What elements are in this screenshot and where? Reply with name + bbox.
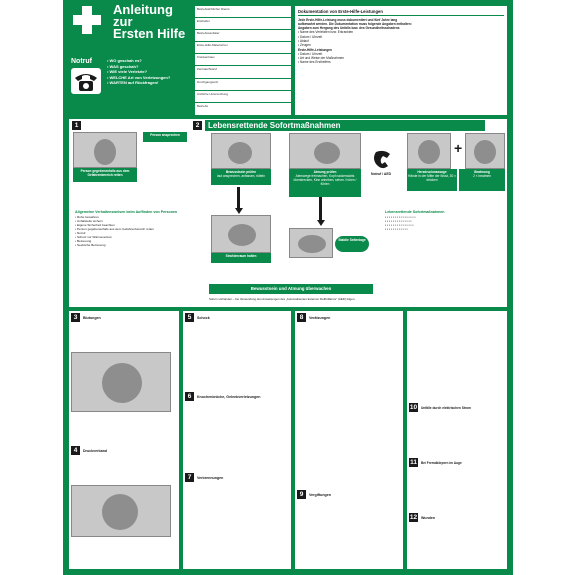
photo-ventilation [465, 133, 505, 169]
first-aid-poster [63, 0, 513, 575]
poster-title: Anleitung zur Ersten Hilfe [113, 2, 186, 41]
label-aed: Notruf / AED [371, 172, 392, 176]
label-airway: Strahlenraum halten [211, 253, 271, 263]
photo-rescue [73, 132, 137, 168]
field-2: Ersthelfer [195, 18, 291, 30]
documentation-box: Dokumentation von Erste-Hilfe-Leistungen Jede Erste-Hilfe-Leistung muss dokumentiert und fünf Jahre lang aufbewahrt werden. Die Dokumentation muss folgende Angaben enthalten: Angaben zum Hergang des Unfalls bzw. des Gesundheitsschadens • Name des Verletzten bzw. Erkrankten • Datum / Uhrzeit • Ablauf • Zeugen Erste-Hilfe-Leistungen • Datum / Uhrzeit • Art und Weise der Maßnahmen • Name des Ersthelfers [295, 6, 507, 115]
field-4: Erste-Hilfe-Material bei [195, 42, 291, 54]
plus-sign: + [454, 140, 463, 156]
label-ventilation: Beatmung 2 × beatmen [459, 169, 505, 191]
flow-title: Lebensrettende Sofortmaßnahmen [205, 120, 485, 131]
heading-wunden: Wunden [420, 516, 436, 520]
field-1: Betriebsärztlicher Dienst [195, 6, 291, 18]
step-number-2: 2 [193, 121, 202, 130]
photo-pressure-bandage [71, 485, 171, 537]
telephone-icon [71, 68, 101, 94]
label-breathing: Atmung prüfen Atemwege freimachen, Kopf nackenwärts überstrecken, Kinn anheben, sehen / hören / fühlen [289, 169, 361, 197]
heading-fremdkoerper: Bei Fremdkörpern im Auge [420, 461, 462, 465]
heading-knochen: Knochenbrüche, Gelenkverletzungen [196, 395, 261, 399]
label-rescue: Person gegebenenfalls aus dem Gefahrenbereich retten [73, 168, 137, 182]
notruf-label: Notruf [71, 58, 92, 65]
lsm-detail-text: Lebensrettende Sofortmaßnahmen ▪ ▪ ▪ ▪ ▪ ▪ ▪ ▪ ▪ ▪ ▪ ▪ ▪ ▪ ▪ ▪ ▪ ▪ ▪ ▪ ▪ ▪ ▪ ▪ ▪ ▪ ▪ ▪ ▪ ▪ ▪ ▪ ▪ ▪ ▪ ▪ ▪ ▪ ▪ ▪ ▪ ▪ ▪ ▪ ▪ ▪ ▪ ▪ ▪ ▪ ▪ ▪ ▪ ▪ ▪ ▪ ▪ [383, 208, 505, 282]
step-number-1: 1 [72, 121, 81, 130]
label-consciousness: Bewusstsein prüfen laut ansprechen, anfassen, rütteln [211, 169, 271, 185]
photo-position [211, 215, 271, 253]
label-cpr: Herzdruckmassage Hände in der Mitte der Brust, 30 × drücken [407, 169, 457, 191]
field-8: Ärztliche Untersuchung [195, 91, 291, 103]
heading-veraetzungen: Verätzungen [308, 316, 331, 320]
phone-aed-icon [373, 150, 395, 170]
heading-verbrennungen: Verbrennungen [196, 476, 224, 480]
photo-cpr [407, 133, 451, 169]
photo-consciousness [211, 133, 271, 169]
contact-fields [195, 6, 291, 115]
heading-vergiftungen: Vergiftungen [308, 493, 331, 497]
first-aid-cross-icon [73, 6, 101, 34]
label-monitor: Bewusstsein und Atmung überwachen [209, 284, 373, 294]
label-ansprechen: Person ansprechen [143, 132, 187, 142]
documentation-title: Dokumentation von Erste-Hilfe-Leistungen [298, 9, 504, 16]
heading-blutungen: Blutungen [82, 316, 101, 320]
general-behaviour-box: Allgemeine Verhaltensweisen beim Auffinden von Personen • Ruhe bewahren • Unfallstelle sichern • Eigene Sicherheit beachten • Person gegebenenfalls aus dem Gefahrenbereich retten • Notruf • Schutz vor Wärmeverlust • Betreuung • Seelische Betreuung [73, 208, 193, 300]
column-1: 3 Blutungen 4 Druckverband [69, 311, 179, 569]
aed-footnote: Sofern vorhanden – bei Verwendung den Anweisungen des „Automatisierten Externen Defibrillators" (AED) folgen. [209, 297, 356, 301]
column-4: 10 Unfälle durch elektrischen Strom 11 Bei Fremdkörpern im Auge 12 Wunden [407, 311, 507, 569]
heading-elektro: Unfälle durch elektrischen Strom [420, 406, 471, 410]
label-recovery-position: Stabile Seitenlage [335, 236, 369, 252]
heading-schock: Schock [196, 316, 210, 320]
field-9: Betriebs [197, 103, 209, 108]
photo-recovery [289, 228, 333, 258]
notruf-questions: • WO geschah es? • WAS geschah? • WIE viele Verletzte? • WELCHE Art von Verletzungen? • WARTEN auf Rückfragen! [107, 58, 171, 86]
column-2: 5 Schock 6 Knochenbrüche, Gelenkverletzungen 7 Verbrennungen [183, 311, 291, 569]
heading-druckverband: Druckverband [82, 449, 108, 453]
field-7: Durchgangsarzt [195, 79, 291, 91]
field-6: Zentrale/Notruf [195, 66, 291, 78]
column-3: 8 Verätzungen 9 Vergiftungen [295, 311, 403, 569]
field-3: Betriebssanitäter [195, 30, 291, 42]
photo-bleeding [71, 352, 171, 412]
photo-breathing [289, 133, 361, 169]
field-5: Krankenhaus [195, 54, 291, 66]
